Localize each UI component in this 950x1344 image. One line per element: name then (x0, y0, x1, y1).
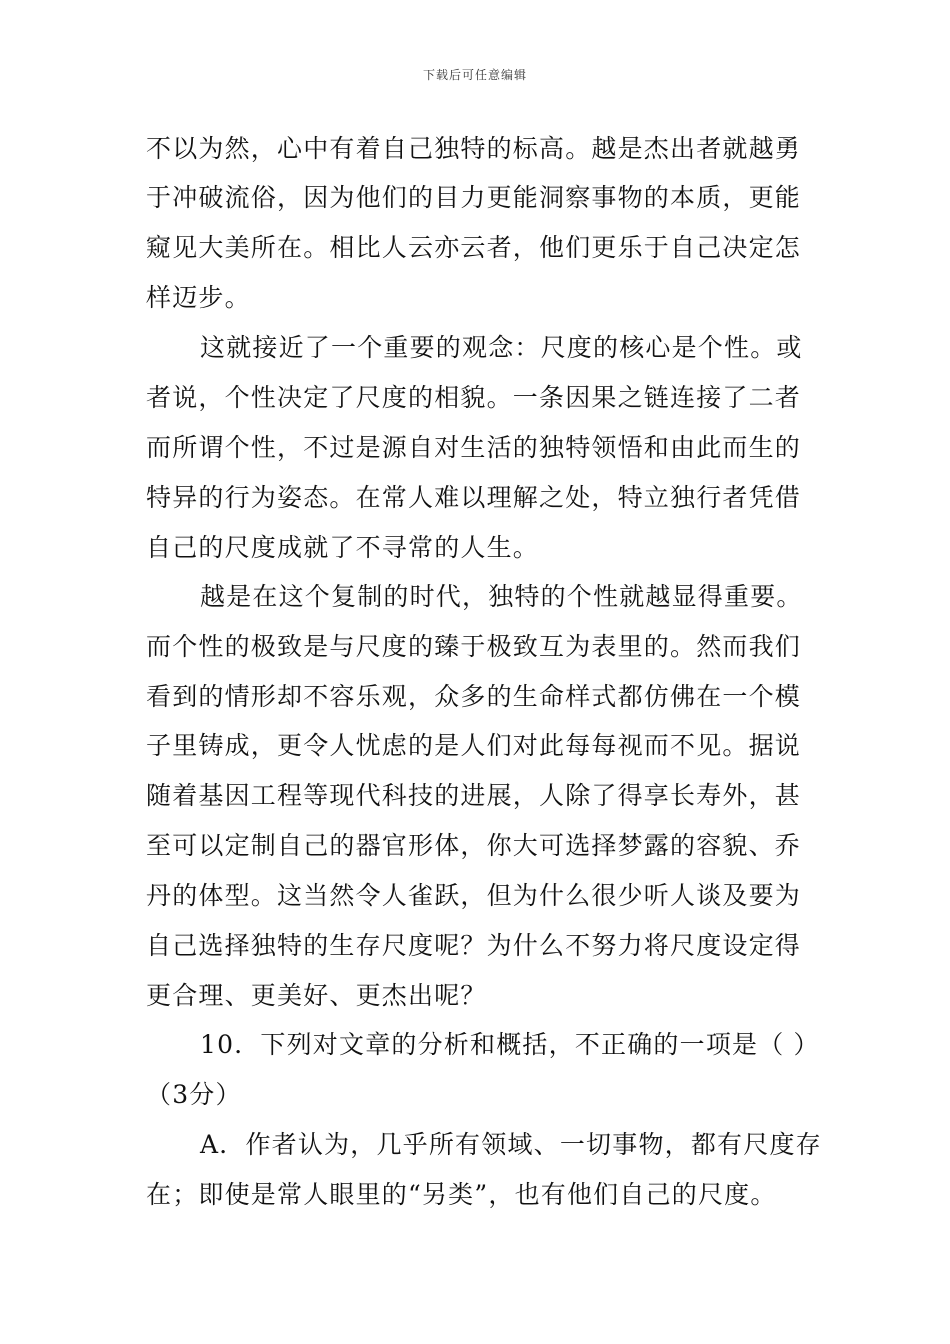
paragraph-3-line-8: 自己选择独特的生存尺度呢？为什么不努力将尺度设定得 (146, 931, 802, 960)
paragraph-3-line-5: 随着基因工程等现代科技的进展，人除了得享长寿外，甚 (146, 781, 802, 810)
paragraph-2-line-2: 者说，个性决定了尺度的相貌。一条因果之链连接了二者 (146, 383, 802, 412)
option-a-line-1: A．作者认为，几乎所有领域、一切事物，都有尺度存 (200, 1130, 822, 1159)
paragraph-3-line-2: 而个性的极致是与尺度的臻于极致互为表里的。然而我们 (146, 632, 802, 661)
paragraph-3-line-3: 看到的情形却不容乐观，众多的生命样式都仿佛在一个模 (146, 682, 802, 711)
paragraph-1-line-4: 样迈步。 (146, 283, 251, 312)
page-header: 下载后可任意编辑 (422, 68, 527, 82)
question-10-score: （3分） (146, 1080, 242, 1109)
question-10-stem: 10．下列对文章的分析和概括，不正确的一项是（ ） (200, 1030, 820, 1059)
paragraph-3-line-7: 丹的体型。这当然令人雀跃，但为什么很少听人谈及要为 (146, 881, 802, 910)
paragraph-3-line-9: 更合理、更美好、更杰出呢？ (146, 981, 487, 1010)
option-a-line-2: 在；即使是常人眼里的“另类”，也有他们自己的尺度。 (146, 1180, 777, 1209)
paragraph-2-line-5: 自己的尺度成就了不寻常的人生。 (146, 533, 540, 562)
paragraph-2-line-1: 这就接近了一个重要的观念：尺度的核心是个性。或 (200, 333, 803, 362)
paragraph-1-line-1: 不以为然，心中有着自己独特的标高。越是杰出者就越勇 (146, 134, 802, 163)
paragraph-3-line-6: 至可以定制自己的器官形体，你大可选择梦露的容貌、乔 (146, 831, 802, 860)
paragraph-2-line-4: 特异的行为姿态。在常人难以理解之处，特立独行者凭借 (146, 483, 802, 512)
paragraph-1-line-3: 窥见大美所在。相比人云亦云者，他们更乐于自己决定怎 (146, 233, 802, 262)
paragraph-1-line-2: 于冲破流俗，因为他们的目力更能洞察事物的本质，更能 (146, 183, 802, 212)
paragraph-3-line-4: 子里铸成，更令人忧虑的是人们对此每每视而不见。据说 (146, 731, 802, 760)
paragraph-3-line-1: 越是在这个复制的时代，独特的个性就越显得重要。 (200, 582, 803, 611)
paragraph-2-line-3: 而所谓个性，不过是源自对生活的独特领悟和由此而生的 (146, 433, 802, 462)
